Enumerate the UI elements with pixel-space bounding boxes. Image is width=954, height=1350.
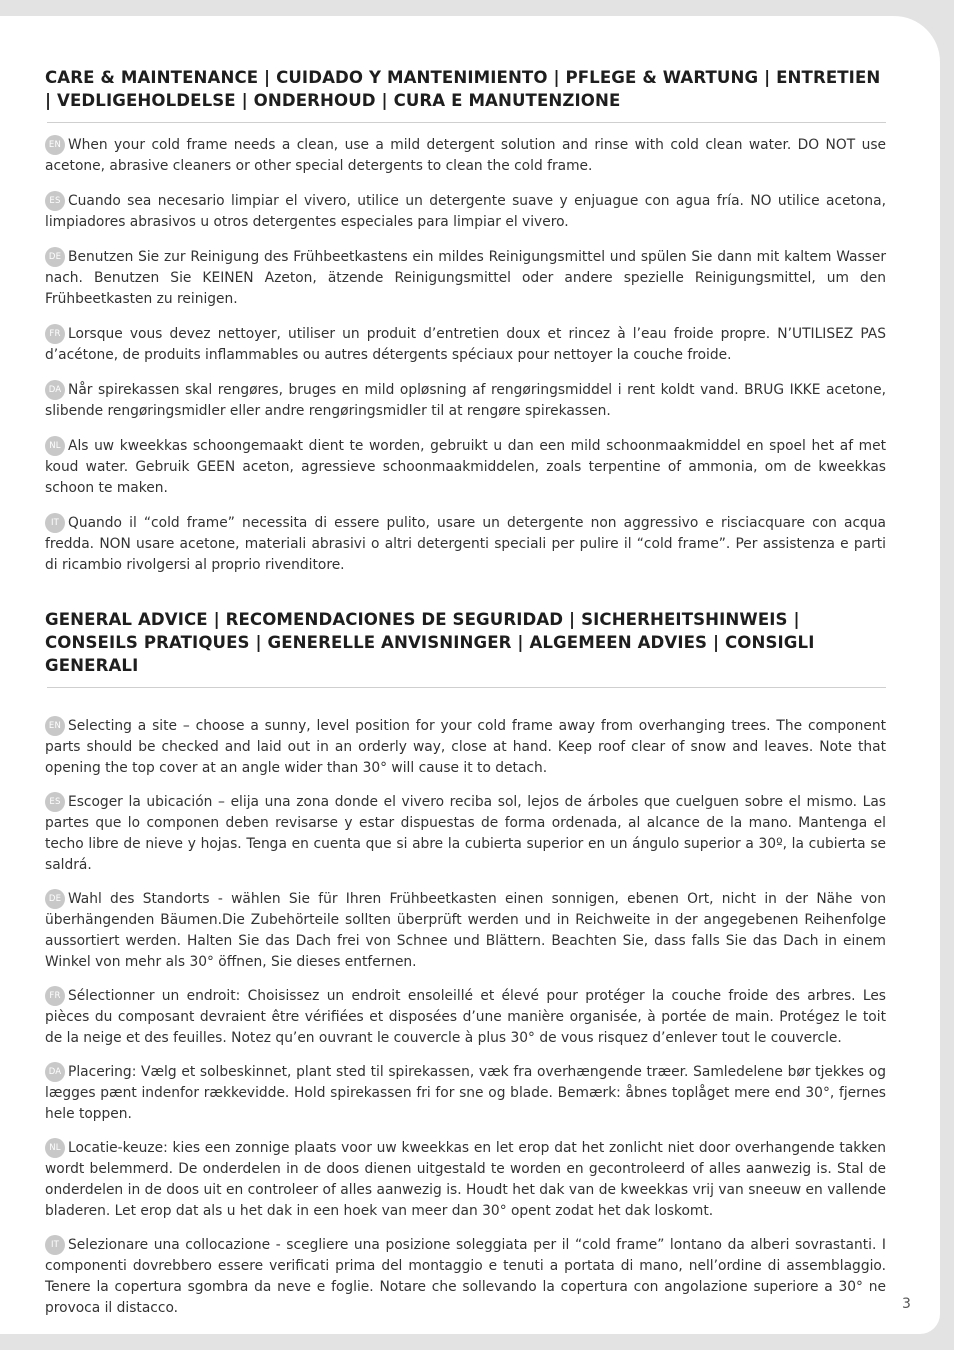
care-text-de: Benutzen Sie zur Reinigung des Frühbeetkastens ein mildes Reinigungsmittel und spülen Sie dann mit kaltem Wasser nach. Benutzen Sie KEINEN Azeton, ätzende Reinigungsmittel oder andere spezielle Reinigungsmittel, um den Frühbeetkasten zu reinigen. (45, 249, 886, 307)
care-text-it: Quando il “cold frame” necessita di essere pulito, usare un detergente non aggressivo e risciacquare con acqua fredda. NON usare acetone, materiali abrasivi o altri detergenti speciali per pulire il “cold frame”. Per assistenza e parti di ricambio rivolgersi al proprio rivenditore. (45, 515, 886, 573)
care-item-it (45, 513, 886, 576)
advice-heading: GENERAL ADVICE | RECOMENDACIONES DE SEGURIDAD | SICHERHEITSHINWEIS | CONSEILS PRATIQUES | GENERELLE ANVISNINGER | ALGEMEEN ADVIES | CONSIGLI GENERALI (45, 610, 815, 675)
language-badge-it: IT (45, 1235, 65, 1255)
care-text-da: Når spirekassen skal rengøres, bruges en mild opløsning af rengøringsmiddel i rent koldt vand. BRUG IKKE acetone, slibende rengøringsmidler eller andre rengøringsmidler til at rengøre spirekassen. (45, 382, 886, 419)
language-badge-es: ES (45, 792, 65, 812)
care-heading: CARE & MAINTENANCE | CUIDADO Y MANTENIMIENTO | PFLEGE & WARTUNG | ENTRETIEN | VEDLIGEHOLDELSE | ONDERHOUD | CURA E MANUTENZIONE (45, 68, 881, 110)
advice-item-fr (45, 986, 886, 1049)
advice-text-en: Selecting a site – choose a sunny, level position for your cold frame away from overhanging trees. The component parts should be checked and laid out in an orderly way, close at hand. Keep roof clear of snow and leaves. Note that opening the top cover at an angle wider than 30° will cause it to detach. (45, 718, 886, 776)
care-item-en (45, 135, 886, 177)
language-badge-fr: FR (45, 324, 65, 344)
care-item-da (45, 380, 886, 422)
language-badge-nl: NL (45, 436, 65, 456)
page-number: 3 (902, 1296, 911, 1312)
language-badge-en: EN (45, 716, 65, 736)
advice-text-fr: Sélectionner un endroit: Choisissez un endroit ensoleillé et élevé pour protéger la couche froide des arbres. Les pièces du composant devraient être vérifiées et disposées d’une manière organisée, à portée de main. Protégez le toit de la neige et des feuilles. Notez qu’en ouvrant le couvercle à plus 30° de vous risquez d’enlever tout le couvercle. (45, 988, 886, 1046)
care-divider (47, 122, 886, 123)
advice-text-de: Wahl des Standorts - wählen Sie für Ihren Frühbeetkasten einen sonnigen, ebenen Ort, nicht in der Nähe von überhängenden Bäumen.Die Zubehörteile sollten überprüft werden und in Reichweite in der angegebenen Reihenfolge aussortiert werden. Halten Sie das Dach frei von Schnee und Blättern. Beachten Sie, dass falls Sie das Dach in einem Winkel von mehr als 30° öffnen, Sie dieses entfernen. (45, 891, 886, 970)
advice-text-es: Escoger la ubicación – elija una zona donde el vivero reciba sol, lejos de árboles que cuelguen sobre el mismo. Las partes que lo componen deben revisarse y estar dispuestas de forma ordenada, al alcance de la mano. Mantenga el techo libre de nieve y hojas. Tenga en cuenta que si abre la cubierta superior en un ángulo superior a 30º, la cubierta se saldrá. (45, 794, 886, 873)
advice-text-it: Selezionare una collocazione - scegliere una posizione soleggiata per il “cold frame” lontano da alberi sovrastanti. I componenti dovrebbero essere verificati prima del montaggio e tenuti a portata di mano, nell’ordine di assemblaggio. Tenere la copertura sgombra da neve e foglie. Notare che sollevando la copertura con angolazione superiore a 30° ne provoca il distacco. (45, 1237, 886, 1316)
advice-item-da (45, 1062, 886, 1125)
advice-item-de (45, 889, 886, 973)
language-badge-de: DE (45, 247, 65, 267)
page-sheet (0, 16, 940, 1334)
care-text-nl: Als uw kweekkas schoongemaakt dient te worden, gebruikt u dan een mild schoonmaakmiddel en spoel het af met koud water. Gebruik GEEN aceton, agressieve schoonmaakmiddelen, zoals terpentine of ammonia, om de kweekkas schoon te maken. (45, 438, 886, 496)
advice-text-da: Placering: Vælg et solbeskinnet, plant sted til spirekassen, væk fra overhængende træer. Samledelene bør tjekkes og lægges pænt indenfor rækkevidde. Hold spirekassen fri for sne og blade. Bemærk: åbnes toplåget mere end 30°, fjernes hele toppen. (45, 1064, 886, 1122)
care-item-es (45, 191, 886, 233)
care-item-de (45, 247, 886, 310)
care-text-fr: Lorsque vous devez nettoyer, utiliser un produit d’entretien doux et rincez à l’eau froide propre. N’UTILISEZ PAS d’acétone, de produits inflammables ou autres détergents spéciaux pour nettoyer la couche froide. (45, 326, 886, 363)
advice-item-en (45, 716, 886, 779)
language-badge-da: DA (45, 380, 65, 400)
care-text-es: Cuando sea necesario limpiar el vivero, utilice un detergente suave y enjuague con agua fría. NO utilice acetona, limpiadores abrasivos u otros detergentes especiales para limpiar el vivero. (45, 193, 886, 230)
care-item-nl (45, 436, 886, 499)
language-badge-it: IT (45, 513, 65, 533)
language-badge-de: DE (45, 889, 65, 909)
language-badge-es: ES (45, 191, 65, 211)
advice-item-nl (45, 1138, 886, 1222)
advice-text-nl: Locatie-keuze: kies een zonnige plaats voor uw kweekkas en let erop dat het zonlicht niet door overhangende takken wordt belemmerd. De onderdelen in de doos dienen uitgestald te worden en gecontroleerd of alles aanwezig is. Stal de onderdelen in de doos uit en controleer of alles aanwezig is. Houdt het dak van de kweekkas vrij van sneeuw en vallende bladeren. Let erop dat als u het dak in een hoek van meer dan 30° opent zodat het dak loskomt. (45, 1140, 886, 1219)
care-text-en: When your cold frame needs a clean, use a mild detergent solution and rinse with cold clean water. DO NOT use acetone, abrasive cleaners or other special detergents to clean the cold frame. (45, 137, 886, 174)
care-item-fr (45, 324, 886, 366)
page-content (45, 66, 886, 1319)
language-badge-en: EN (45, 135, 65, 155)
advice-divider (47, 687, 886, 688)
advice-item-it (45, 1235, 886, 1319)
language-badge-da: DA (45, 1062, 65, 1082)
language-badge-fr: FR (45, 986, 65, 1006)
advice-item-es (45, 792, 886, 876)
language-badge-nl: NL (45, 1138, 65, 1158)
